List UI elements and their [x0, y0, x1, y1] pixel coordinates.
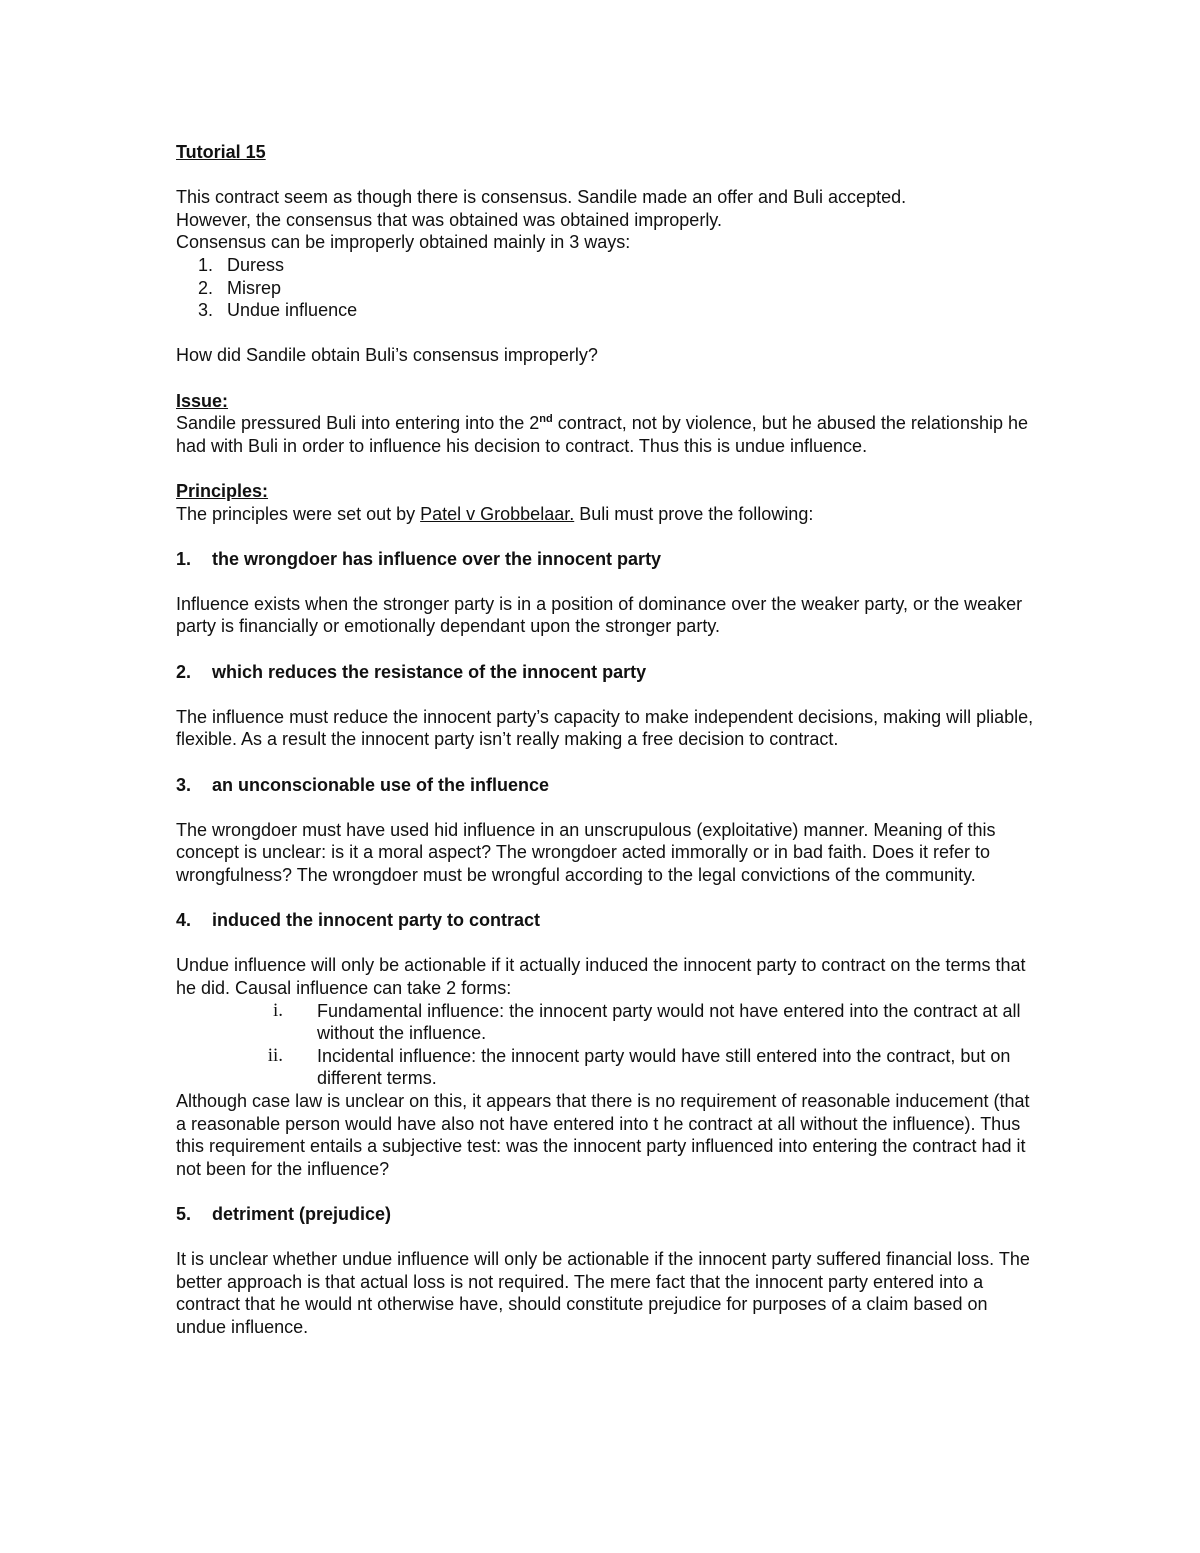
case-citation: Patel v Grobbelaar.	[420, 503, 575, 524]
intro-line-2: However, the consensus that was obtained was obtained improperly.	[176, 209, 722, 230]
principle-heading-text: which reduces the resistance of the innocent party	[212, 661, 647, 682]
form-item-text: Incidental influence: the innocent party would have still entered into the contract, but on different terms.	[317, 1045, 1011, 1089]
question-text: How did Sandile obtain Buli’s consensus improperly?	[176, 345, 598, 366]
principle-number: 1.	[176, 548, 192, 569]
principle-body-3: The wrongdoer must have used hid influence in an unscrupulous (exploitative) manner. Meaning of this concept is unclear: is it a moral aspect? The wrongdoer acted immorally or in bad faith. Does it refer to wrongfulness? The wrongdoer must be wrongful according to the legal convictions of the community.	[176, 819, 996, 885]
principle-number: 2.	[176, 661, 192, 682]
form-item	[176, 1045, 1036, 1090]
principle-heading-3	[176, 774, 1036, 797]
issue-text	[176, 412, 1036, 457]
principle-body-5: It is unclear whether undue influence will only be actionable if the innocent party suffered financial loss. The better approach is that actual loss is not required. The mere fact that the innocent party entered into a contract that he would nt otherwise have, should constitute prejudice for purposes of a claim based on undue influence.	[176, 1249, 1030, 1337]
principles-intro-start: The principles were set out by	[176, 503, 421, 524]
list-item	[176, 254, 1036, 277]
document-body	[176, 141, 1036, 1338]
form-item-number: ii.	[267, 1044, 283, 1066]
list-item-label: Duress	[227, 254, 285, 275]
intro-line-1: This contract seem as though there is consensus. Sandile made an offer and Buli accepted.	[176, 187, 907, 208]
principle-heading-2	[176, 661, 1036, 684]
issue-heading: Issue:	[176, 390, 229, 411]
list-item-number: 3.	[197, 300, 213, 321]
form-item-number: i.	[272, 999, 283, 1021]
principle-heading-text: induced the innocent party to contract	[212, 910, 541, 931]
list-item	[176, 299, 1036, 322]
principle-heading-1	[176, 548, 1036, 571]
list-item-number: 1.	[197, 254, 213, 275]
principle-body-2: The influence must reduce the innocent party’s capacity to make independent decisions, making will pliable, flexible. As a result the innocent party isn’t really making a free decision to contract.	[176, 706, 1034, 750]
form-item	[176, 1000, 1036, 1045]
principle-heading-5	[176, 1203, 1036, 1226]
principle-body-4: Undue influence will only be actionable if it actually induced the innocent party to contract on the terms that he did. Causal influence can take 2 forms:	[176, 955, 1026, 998]
principle-number: 5.	[176, 1203, 192, 1224]
principle-number: 4.	[176, 910, 192, 931]
document-title: Tutorial 15	[176, 142, 266, 162]
principle-body-4-continued: Although case law is unclear on this, it appears that there is no requirement of reasonable inducement (that a reasonable person would have also not have entered into t he contract at all without the influence). Thus this requirement entails a subjective test: was the innocent party influenced into entering the contract had it not been for the influence?	[176, 1090, 1030, 1179]
list-item-label: Misrep	[227, 277, 282, 298]
issue-text-start: Sandile pressured Buli into entering into the 2	[176, 413, 540, 434]
principles-intro	[176, 503, 1036, 526]
issue-text-end: contract, not by violence, but he abused the relationship he had with Buli in order to influence his decision to contract. Thus this is undue influence.	[176, 413, 1028, 456]
form-item-text: Fundamental influence: the innocent party would not have entered into the contract at all without the influence.	[317, 1000, 1021, 1044]
principle-heading-text: detriment (prejudice)	[212, 1203, 392, 1224]
ordinal-superscript: nd	[539, 413, 553, 426]
principle-heading-4	[176, 909, 1036, 932]
list-item-number: 2.	[197, 277, 213, 298]
list-item	[176, 277, 1036, 300]
principle-body-1: Influence exists when the stronger party is in a position of dominance over the weaker party, or the weaker party is financially or emotionally dependant upon the stronger party.	[176, 593, 1023, 637]
principles-heading: Principles:	[176, 480, 269, 501]
list-item-label: Undue influence	[227, 300, 358, 321]
principle-heading-text: an unconscionable use of the influence	[212, 774, 550, 795]
principle-number: 3.	[176, 774, 192, 795]
principles-intro-end: Buli must prove the following:	[574, 503, 814, 524]
intro-line-3: Consensus can be improperly obtained mainly in 3 ways:	[176, 232, 631, 253]
ways-list	[176, 254, 1036, 322]
principle-heading-text: the wrongdoer has influence over the innocent party	[212, 548, 662, 569]
